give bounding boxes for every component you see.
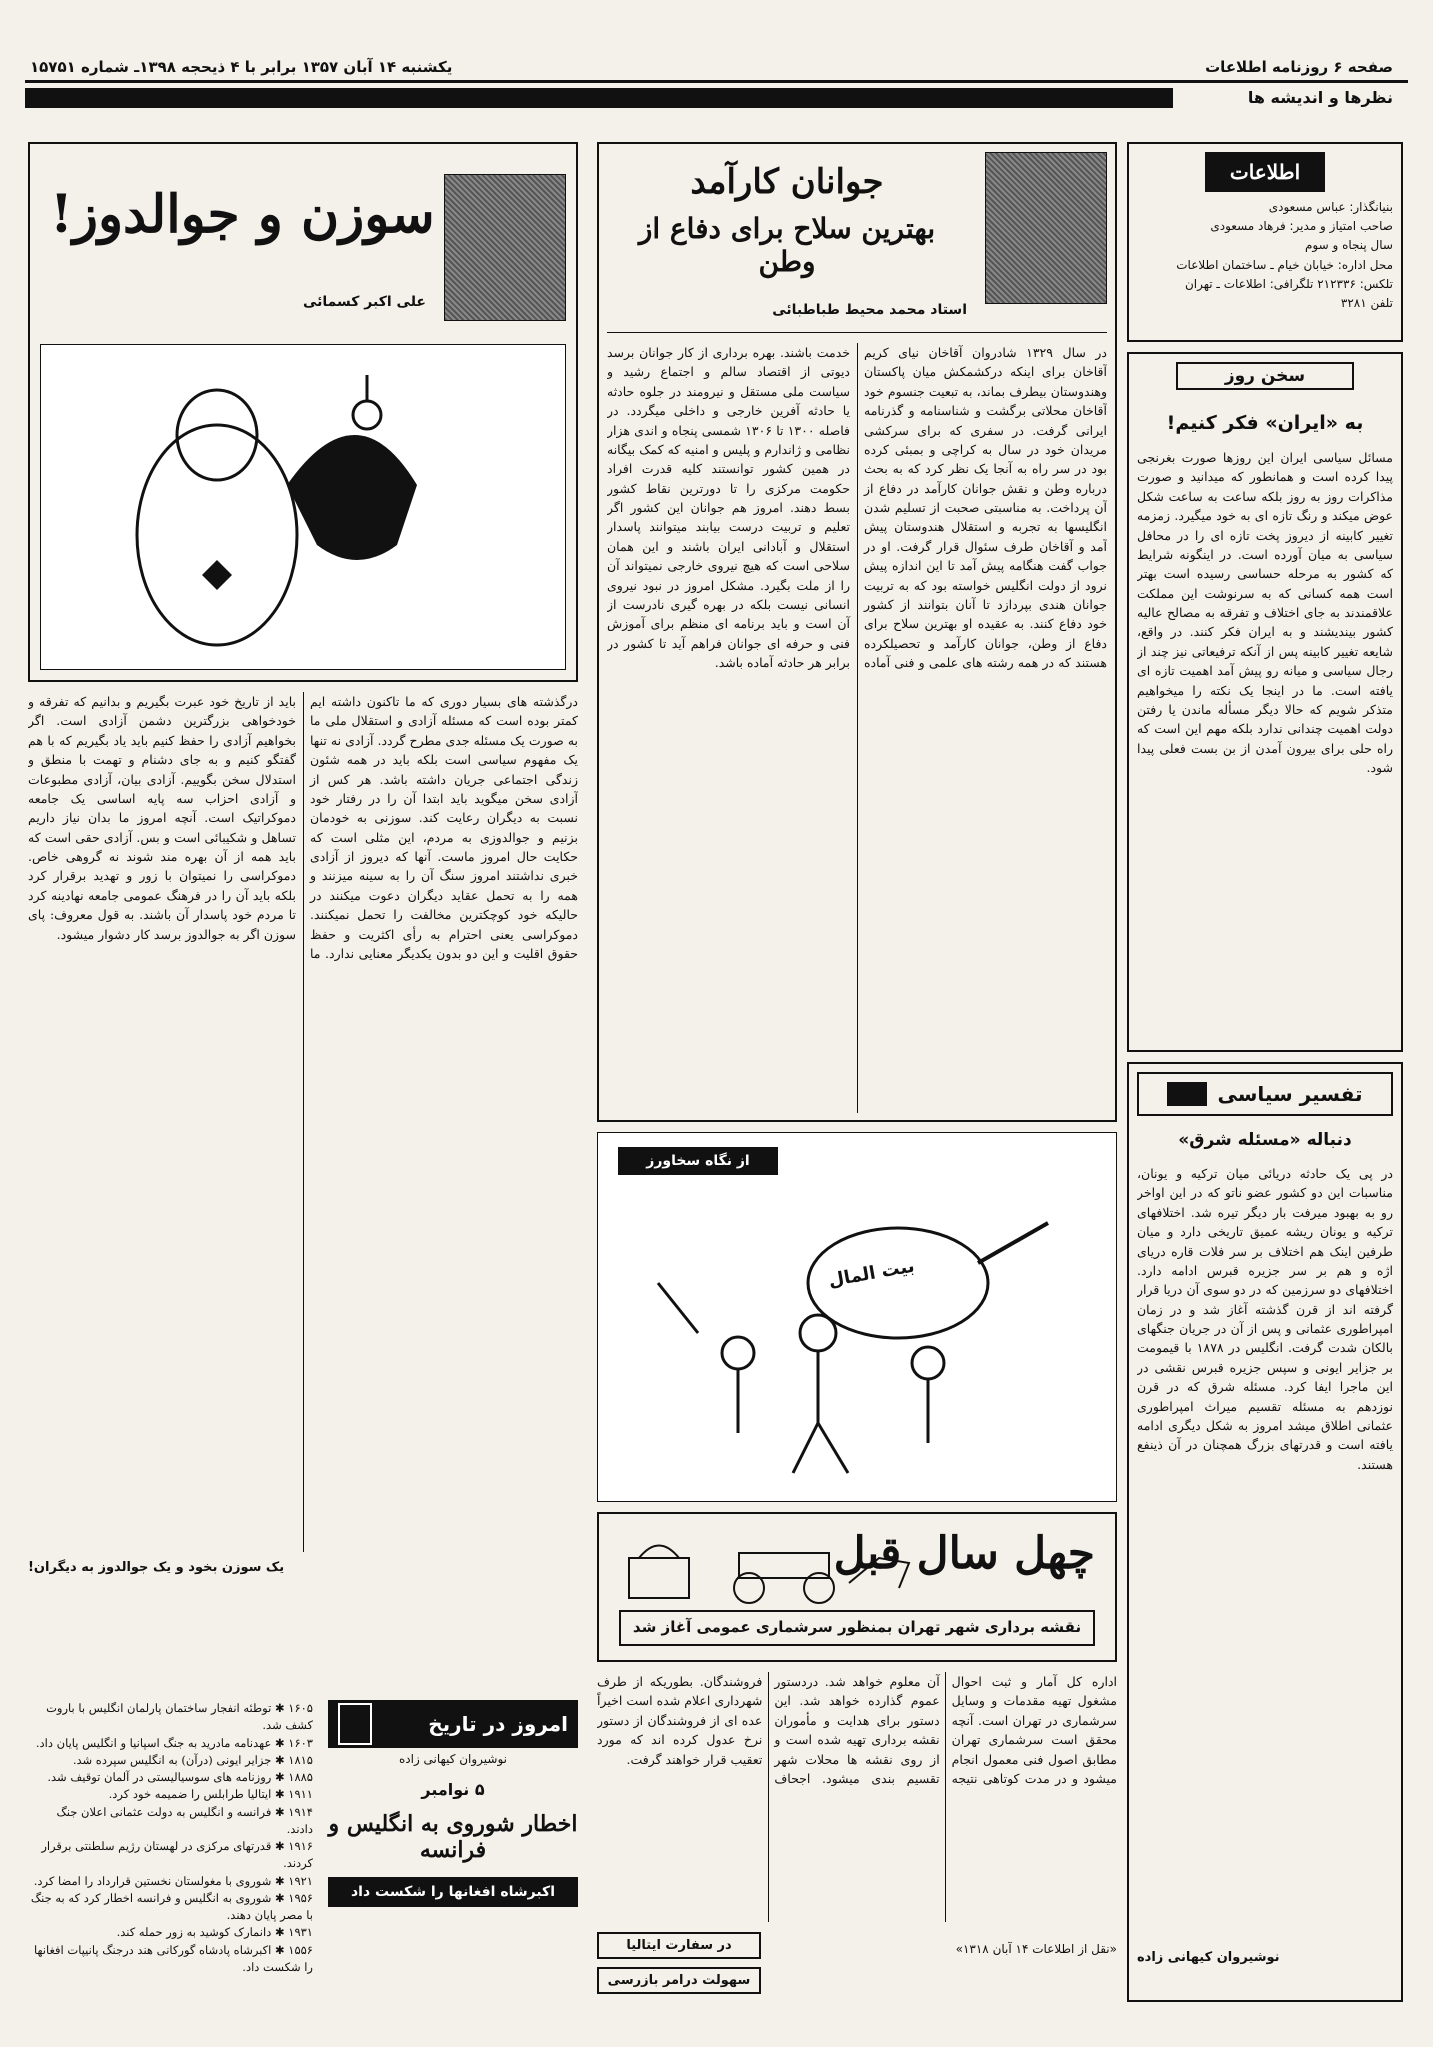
header-rule xyxy=(25,80,1408,83)
emrooz-headline: اخطار شوروی به انگلیس و فرانسه xyxy=(328,1811,578,1863)
emrooz-event: ۱۸۸۵ ✱ روزنامه های سوسیالیستی در آلمان توقیف شد. xyxy=(47,1770,313,1784)
emrooz-header xyxy=(328,1700,578,1748)
emrooz-title: امروز در تاریخ xyxy=(428,1712,568,1736)
emrooz-event: ۱۶۰۳ ✱ عهدنامه مادرید به جنگ اسپانیا و انگلیس پایان داد. xyxy=(35,1735,313,1750)
sokhan-rooz-title: به «ایران» فکر کنیم! xyxy=(1166,412,1364,434)
sozan-title: سوزن و جوالدوز! xyxy=(50,184,435,245)
emrooz-author: نوشیروان کیهانی زاده xyxy=(398,1752,508,1766)
emrooz-event: ۱۹۵۶ ✱ شوروی به انگلیس و فرانسه اخطار کرد که به جنگ با مصر پایان دهند. xyxy=(30,1890,313,1922)
masthead-line: بنیانگذار: عباس مسعودی xyxy=(1268,200,1393,214)
farmer-cartoon xyxy=(597,1132,1117,1502)
main-title-line2: بهترین سلاح برای دفاع از وطن xyxy=(638,212,936,278)
tafsir-label: تفسیر سیاسی xyxy=(1217,1082,1363,1106)
main-article xyxy=(597,142,1117,1122)
masthead-line: سال پنجاه و سوم xyxy=(1304,238,1393,253)
chehel-sal-body: اداره کل آمار و ثبت احوال مشغول تهیه مقدمات و وسایل سرشماری در تهران است. آنچه محقق است سرشماری تهران مطابق اصول فنی معمول انجام میشود و در مدت کوتاهی نتیجه آن معلوم خواهد شد. دردستور عموم گذارده خواهد شد. این دستور برای هدایت و مأموران نقشه برداری تهیه شده است و از روی نقشه ها محلات شهر تقسیم بندی میشود. اجحاف فروشندگان. بطوریکه از طرف شهرداری اعلام شده است اخیراً عده ای از فروشندگان از دستور نرخ عدول کرده اند که مورد تعقیب قرار خواهند گرفت. xyxy=(597,1674,1117,1786)
date-line: یکشنبه ۱۴ آبان ۱۳۵۷ برابر با ۴ ذیحجه ۱۳۹۸ـ شماره ۱۵۷۵۱ xyxy=(30,58,453,76)
main-article-header xyxy=(607,152,1107,333)
emrooz-event: ۱۹۲۱ ✱ شوروی با مغولستان نخستین قرارداد را امضا کرد. xyxy=(33,1873,313,1888)
cartoon-sack-label: بیت المال xyxy=(826,1255,916,1292)
carriage-illustration xyxy=(619,1528,919,1608)
section-bar xyxy=(25,88,1173,108)
emrooz-event: ۱۵۵۶ ✱ اکبرشاه پادشاه گورکانی هند درجنگ پانیپات افغانها را شکست داد. xyxy=(33,1942,313,1974)
emrooz-event: ۱۹۱۱ ✱ ایتالیا طرابلس را ضمیمه خود کرد. xyxy=(108,1787,313,1802)
emrooz-event: ۱۹۱۴ ✱ فرانسه و انگلیس به دولت عثمانی اعلان جنگ دادند. xyxy=(56,1804,313,1836)
sozan-footer: یک سوزن بخود و یک جوالدوز به دیگران! xyxy=(28,1560,285,1575)
chehel-sal-box-italy: در سفارت ایتالیا xyxy=(597,1932,761,1959)
emrooz-section xyxy=(28,1700,578,2002)
emrooz-date: ۵ نوامبر xyxy=(421,1780,485,1799)
emrooz-event: ۱۶۰۵ ✱ توطئه انفجار ساختمان پارلمان انگلیس با باروت کشف شد. xyxy=(46,1701,313,1733)
emrooz-event: ۱۹۱۶ ✱ قدرتهای مرکزی در لهستان رژیم سلطنتی برقرار کردند. xyxy=(41,1839,313,1871)
author-portrait xyxy=(985,152,1107,304)
chehel-sal-title: چهل سال قبل xyxy=(833,1528,1095,1579)
tafsir-author: نوشیروان کیهانی زاده xyxy=(1137,1950,1280,1965)
sozan-author: علی اکبر کسمائی xyxy=(302,294,426,310)
masthead-line: محل اداره: خیابان خیام ـ ساختمان اطلاعات xyxy=(1176,257,1393,272)
chehel-sal-subtitle: نقشه برداری شهر تهران بمنظور سرشماری عمومی آغاز شد xyxy=(619,1610,1095,1646)
farmer-cartoon-drawing xyxy=(598,1133,1118,1503)
hourglass-icon xyxy=(338,1703,372,1745)
tafsir-body: در پی یک حادثه دریائی میان ترکیه و یونان، مناسبات این دو کشور عضو ناتو که در این اواخر رو به بهبود میرفت بار دیگر تیره شد. اختلافهای ترکیه و یونان ریشه عمیق تاریخی دارد و میان طرفین اینک هم اختلاف بر سر فلات قاره دریای اژه و هم بر سر جزیره قبرس ادامه دارد. اختلافهای دو سرزمین که در دو سوی آن دریا قرار گرفته اند از قرن گذشته آغاز شد و در زمان امپراطوری عثمانی و پس از آن در جریان جنگهای بالکان شدت گرفت. انگلیس در ۱۸۷۸ با قیمومت بر جزایر ایونی و سپس جزیره قبرس نقشی در این ماجرا ایفا کرد. مسئله شرق که در قرن نوزدهم به مسئله تقسیم میراث امپراطوری عثمانی اطلاق میشد امروز به شکل دیگری ادامه یافته است و قدرتهای بزرگ همچنان در آن ذینفع هستند. xyxy=(1137,1166,1393,1472)
page-label: صفحه ۶ روزنامه اطلاعات xyxy=(1205,58,1393,76)
emrooz-event: ۱۹۳۱ ✱ دانمارک کوشید به زور حمله کند. xyxy=(116,1925,313,1940)
sozan-body: درگذشته های بسیار دوری که ما تاکنون داشته ایم کمتر بوده است که مسئله آزادی و استقلال ملی ما به صورت یک مسئله جدی مطرح گردد. آزادی نه تنها یک مفهوم سیاسی است بلکه باید در همه شئون زندگی اجتماعی جریان داشته باشد. هر کس از آزادی سخن میگوید باید ابتدا آن را در رفتار خود نسبت به دیگران رعایت کند. سوزنی به خودمان بزنیم و جوالدوزی به مردم، این مثلی است که حکایت حال امروز ماست. آنها که دیروز از آزادی خبری نداشتند امروز سنگ آن را به سینه میزنند و همه را به تحمل عقاید دیگران دعوت میکنند در حالیکه خود کوچکترین مخالفت را تحمل نمیکنند. دموکراسی یعنی احترام به رأی اکثریت و حفظ حقوق اقلیت و این دو بدون یکدیگر معنایی ندارد. ما باید از تاریخ خود عبرت بگیریم و بدانیم که تفرقه و خودخواهی بزرگترین دشمن آزادی است. اگر بخواهیم آزادی را حفظ کنیم باید یاد بگیریم که با هم گفتگو کنیم و به جای دشنام و تهمت با منطق و استدلال سخن بگوییم. آزادی بیان، آزادی مطبوعات و آزادی احزاب سه پایه اساسی یک جامعه دموکراتیک است. آنچه امروز ما بدان نیاز داریم تساهل و شکیبائی است و بس. آزادی حقی است که باید همه از آن بهره مند شوند نه گروهی خاص. دموکراسی را نمیتوان با زور و تهدید برقرار کرد بلکه باید آن را در فرهنگ عمومی جامعه نهادینه کرد تا مردم خود پاسدار آن باشند. به قول معروف: پای سوزن اگر به جوالدوز برسد کار دشوار میشود. xyxy=(28,694,578,961)
main-article-body: در سال ۱۳۲۹ شادروان آقاخان نیای کریم آقاخان برای اینکه درکشمکش میان پاکستان وهندوستان بیطرف بماند، به تبعیت جنسوم خود آقاخان محلاتی برگشت و شناسنامه و گذرنامه ایرانی گرفت. در سفری که برای سرکشی مریدان خود در سال به کراچی و بمبئی کرده بود در سر راه به آنجا یک نظر کرد که به بحث درباره وطن و نقش جوانان کارآمد در دفاع از آن پرداخت. به مناسبتی صحبت از تسلیم شدن انگلیسها به تجربه و استقلال هندوستان پیش آمد و آقاخان طرف سئوال قرار گرفت. او در جواب گفت هنگامه پیش آمد تا این اندازه پیش نرود از دولت انگلیس خواسته بود که به تربیت جوانان هندی بپردازد تا آنان بتوانند از کشور خود دفاع کنند. به عقیده او بهترین سلاح برای دفاع از وطن، جوانان کارآمد و تحصیلکرده هستند که در همه رشته های علمی و فنی آماده خدمت باشند. بهره برداری از کار جوانان برسد دیوتی از اقتصاد سالم و اجتماع رشید و سیاست ملی مستقل و نیرومند در جلوه حادثه یا حادثه آفرین خارجی و داخلی میگردد. در فاصله ۱۳۰۰ تا ۱۳۰۶ شمسی پنجاه و اندی هزار نظامی و ژاندارم و پلیس و امنیه که کمک بیگانه در همین کشور توانستند کلیه قدرت افراد حکومت مرکزی را تا دورترین نقاط کشور بسط دهند. امروز هم جوانان این کشور اگر تعلیم و تربیت درست بیابند میتوانند پاسدار استقلال و آبادانی ایران باشند و این همان سلاحی است که هیچ نیروی خارجی نمیتواند آن را از ملت بگیرد. مشکل امروز در نبود نیروی انسانی نیست بلکه در بهره گیری نادرست از آن است و باید برنامه ای منظم برای آموزش فنی و حرفه ای جوانان فراهم آید تا کشور در برابر هر حادثه آماده باشد. xyxy=(607,345,1107,670)
emrooz-subhead: اکبرشاه افغانها را شکست داد xyxy=(328,1877,578,1907)
main-article-author: استاد محمد محیط طباطبائی xyxy=(772,302,967,318)
emrooz-event: ۱۸۱۵ ✱ جزایر ایونی (درآن) به انگلیس سپرده شد. xyxy=(72,1752,313,1767)
tafsir-title: دنباله «مسئله شرق» xyxy=(1178,1130,1352,1150)
masthead-line: صاحب امتیاز و مدیر: فرهاد مسعودی xyxy=(1210,219,1393,234)
masthead-line: تلکس: ۲۱۲۳۳۶ تلگرافی: اطلاعات ـ تهران xyxy=(1184,276,1393,291)
chehel-sal-content xyxy=(597,1672,1117,2002)
tafsir-header xyxy=(1137,1072,1393,1116)
chehel-sal-source: «نقل از اطلاعات ۱۴ آبان ۱۳۱۸» xyxy=(955,1942,1117,1956)
sozan-author-portrait xyxy=(444,174,566,321)
sokhan-rooz-label: سخن روز xyxy=(1176,362,1354,390)
sokhan-rooz-body: مسائل سیاسی ایران این روزها صورت بغرنجی پیدا کرده است و همانطور که میدانید و صورت مذاکرات روز به روز بلکه ساعت به ساعت شکل عوض میکند و رنگ تازه ای به خود میگیرد. زمزمه تغییر کابینه از دیروز پخت تازه ای را در محافل سیاسی به میان آورده است. در اینگونه شرایط که کشور به مرحله حساسی رسیده است بهتر است همه کسانی که به سرنوشت این مملکت علاقمندند به جای اختلاف و تفرقه به مصالح عالیه کشور بیندیشند و به ایران فکر کنند. در واقع، شایعه تغییر کابینه پس از آنکه ترفیعاتی نیز چند از رجال سیاسی و میانه رو پیش آمد اهمیت تازه ای یافته است. ما در اینجا یک نکته را میخواهیم متذکر شویم که حالا دیگر مسأله ماندن یا رفتن دولت اهمیت چندانی ندارد بلکه مهم این است که راه حلی برای بیرون آمدن از بن بست فعلی پیدا شود. xyxy=(1137,450,1393,775)
chehel-sal-box-inspection: سهولت درامر بازرسی xyxy=(597,1967,761,1994)
vulture-cartoon-drawing xyxy=(37,345,565,673)
masthead-line: تلفن ۳۲۸۱ xyxy=(1340,295,1393,310)
sozan-article xyxy=(28,692,578,1692)
sokhan-rooz-article xyxy=(1127,352,1403,1052)
main-title-line1: جوانان کارآمد xyxy=(690,162,884,202)
section-title: نظرها و اندیشه ها xyxy=(1247,88,1393,107)
chehel-sal-banner xyxy=(597,1512,1117,1662)
farmer-cartoon-label: از نگاه سخاورز xyxy=(618,1147,778,1175)
masthead-logo: اطلاعات xyxy=(1205,152,1325,192)
sozan-article-header xyxy=(28,142,578,682)
emrooz-events xyxy=(28,1700,313,1976)
masthead-box xyxy=(1127,142,1403,342)
tafsir-logo-icon xyxy=(1167,1082,1207,1106)
tafsir-article xyxy=(1127,1062,1403,2002)
vulture-cartoon xyxy=(40,344,566,670)
